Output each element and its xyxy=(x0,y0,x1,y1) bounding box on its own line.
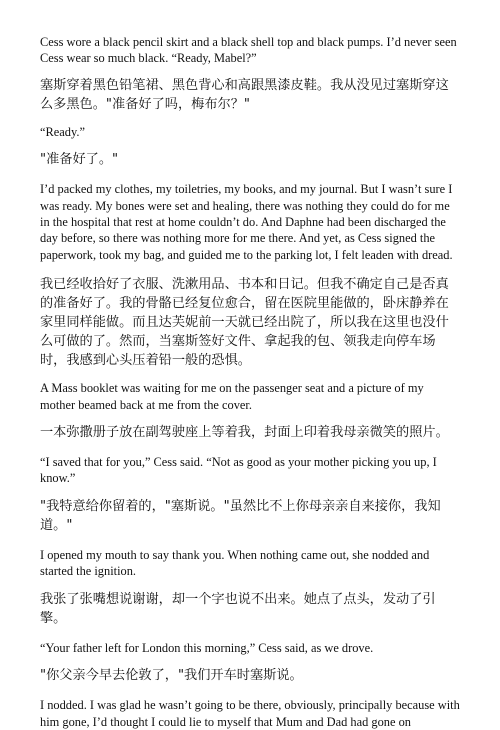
paragraph-en-6: I opened my mouth to say thank you. When nothing came out, she nodded and started the ignition. xyxy=(40,547,430,579)
paragraph-zh-2: "准备好了。" xyxy=(40,152,119,168)
paragraph-zh-3: 我已经收拾好了衣服、洗漱用品、书本和日记。但我不确定自己是否真的准备好了。我的骨骼已经复位愈合，留在医院里能做的，卧床静养在家里同样能做。而且达芙妮前一天就已经出院了，所以我在这里也没什么可做的了。然而，当塞斯签好文件、拿起我的包、领我走向停车场时，我感到心头压着铅一般的恐惧。 xyxy=(40,277,449,369)
paragraph-en-4: A Mass booklet was waiting for me on the passenger seat and a picture of my mother beamed back at me from the cover. xyxy=(40,381,424,412)
paragraph-zh-1: 塞斯穿着黑色铅笔裙、黑色背心和高跟黑漆皮鞋。我从没见过塞斯穿这么多黑色。"准备好了吗，梅布尔？" xyxy=(40,77,449,112)
paragraph-en-5: “I saved that for you,” Cess said. “Not as good as your mother picking you up, I know.” xyxy=(40,455,437,486)
paragraph-en-8: I nodded. I was glad he wasn’t going to be there, obviously, principally because with him gone, I’d thought I could lie to myself that Mum and Dad had gone on xyxy=(40,698,460,729)
paragraph-zh-5: "我特意给你留着的，"塞斯说。"虽然比不上你母亲亲自来接你，我知道。" xyxy=(40,498,441,533)
paragraph-en-7: “Your father left for London this morning,” Cess said, as we drove. xyxy=(40,640,374,655)
paragraph-zh-4: 一本弥撒册子放在副驾驶座上等着我，封面上印着我母亲微笑的照片。 xyxy=(40,425,449,441)
paragraph-en-1: Cess wore a black pencil skirt and a black shell top and black pumps. I’d never seen Cess wear so much black. “Ready, Mabel?” xyxy=(40,35,457,66)
paragraph-zh-6: 我张了张嘴想说谢谢，却一个字也说不出来。她点了点头，发动了引擎。 xyxy=(40,591,436,626)
paragraph-en-3: I’d packed my clothes, my toiletries, my books, and my journal. But I wasn’t sure I was ready. My bones were set and healing, there was nothing they could do for me in the hospital that rest at home couldn’t do. And Daphne had been discharged the day before, so there was nothing more for me there. And yet, as Cess signed the paperwork, took my bag, and guided me to the parking lot, I felt leaden with dread. xyxy=(40,182,453,262)
paragraph-zh-7: "你父亲今早去伦敦了，"我们开车时塞斯说。 xyxy=(40,668,303,684)
paragraph-en-2: “Ready.” xyxy=(40,124,85,139)
